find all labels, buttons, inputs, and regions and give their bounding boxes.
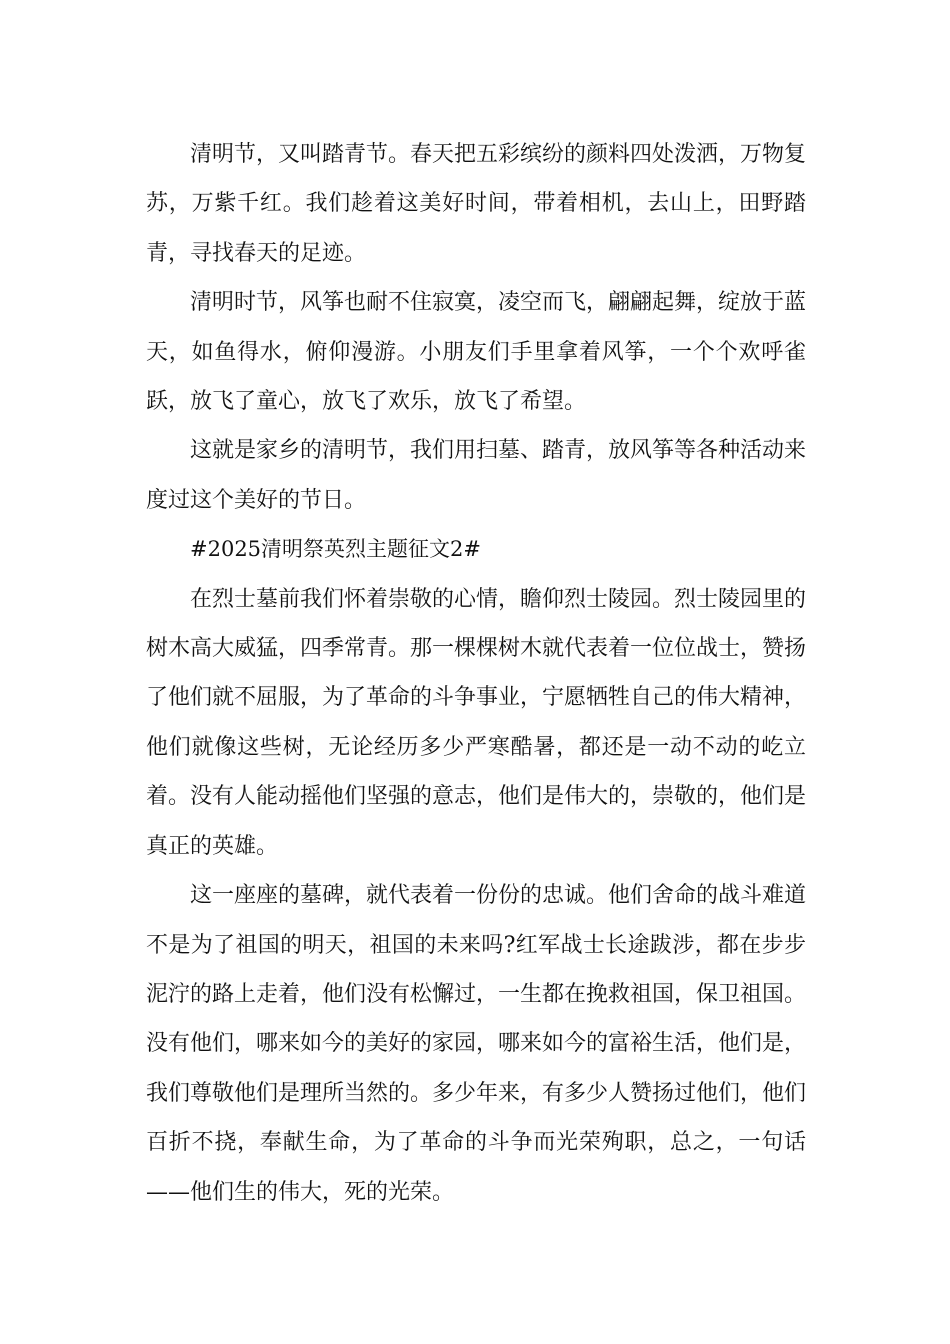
paragraph-kites: 清明时节，风筝也耐不住寂寞，凌空而飞，翩翩起舞，绽放于蓝天，如鱼得水，俯仰漫游。小朋友们手里拿着风筝，一个个欢呼雀跃，放飞了童心，放飞了欢乐，放飞了希望。 — [146, 290, 807, 415]
section-heading: #2025清明祭英烈主题征文2# — [190, 537, 481, 562]
paragraph-tombstones: 这一座座的墓碑，就代表着一份份的忠诚。他们舍命的战斗难道不是为了祖国的明天，祖国的未来吗?红军战士长途跋涉，都在步步泥泞的路上走着，他们没有松懈过，一生都在挽救祖国，保卫祖国。没有他们，哪来如今的美好的家园，哪来如今的富裕生活，他们是，我们尊敬他们是理所当然的。多少年来，有多少人赞扬过他们，他们百折不挠，奉献生命，为了革命的斗争而光荣殉职，总之，一句话——他们生的伟大，死的光荣。 — [146, 883, 807, 1205]
paragraph-martyrs-cemetery: 在烈士墓前我们怀着崇敬的心情，瞻仰烈士陵园。烈士陵园里的树木高大威猛，四季常青。那一棵棵树木就代表着一位位战士，赞扬了他们就不屈服，为了革命的斗争事业，宁愿牺牲自己的伟大精神，他们就像这些树，无论经历多少严寒酷暑，都还是一动不动的屹立着。没有人能动摇他们坚强的意志，他们是伟大的，崇敬的，他们是真正的英雄。 — [146, 586, 807, 859]
document-body — [146, 130, 806, 1217]
paragraph-hometown-festival: 这就是家乡的清明节，我们用扫墓、踏青，放风筝等各种活动来度过这个美好的节日。 — [146, 438, 807, 513]
paragraph-qingming-festival: 清明节，又叫踏青节。春天把五彩缤纷的颜料四处泼洒，万物复苏，万紫千红。我们趁着这美好时间，带着相机，去山上，田野踏青，寻找春天的足迹。 — [146, 142, 807, 266]
